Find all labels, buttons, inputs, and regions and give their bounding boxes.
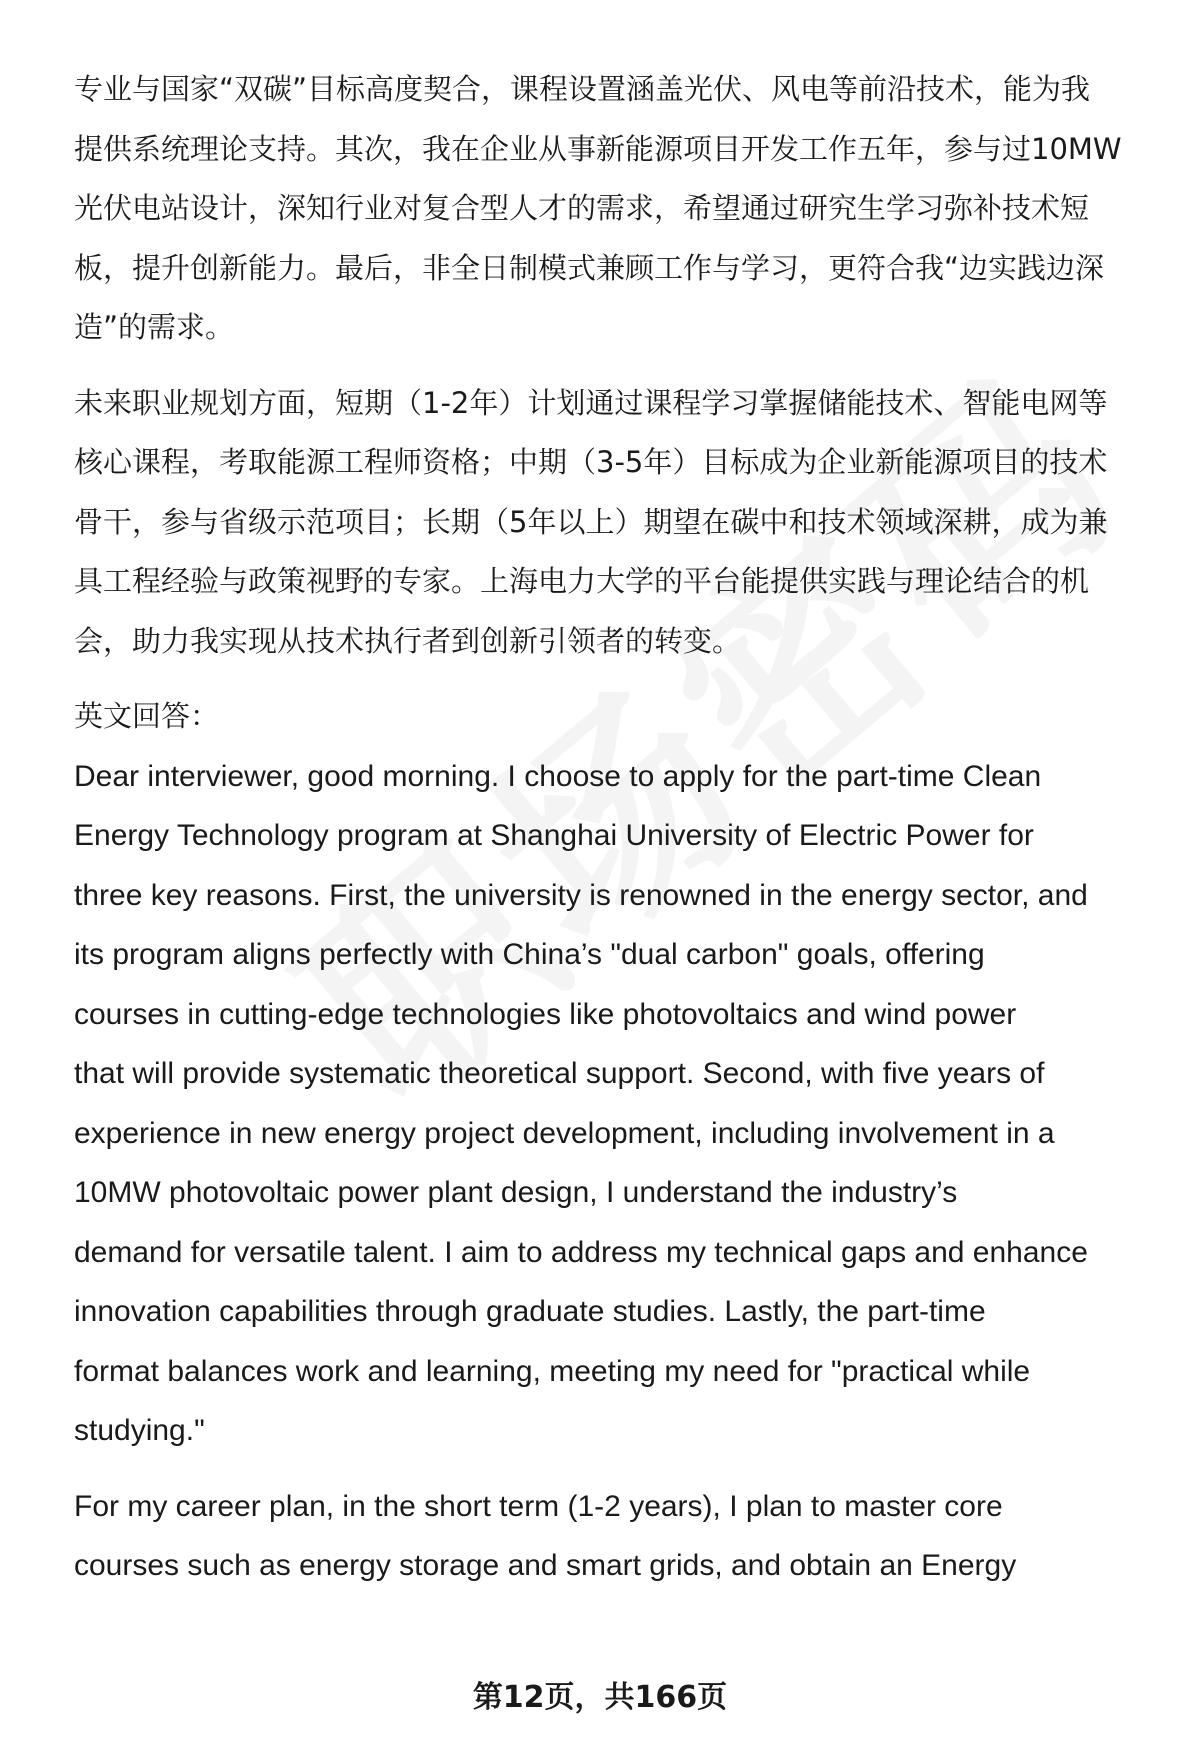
text-line: 10MW photovoltaic power plant design, I understand the industry’s bbox=[74, 1176, 958, 1209]
english-answer-heading: 英文回答： bbox=[74, 699, 220, 733]
text-line: courses in cutting-edge technologies like photovoltaics and wind power bbox=[74, 997, 1017, 1031]
text-line: courses such as energy storage and smart grids, and obtain an Energy bbox=[74, 1549, 1017, 1582]
text-line: 造”的需求。 bbox=[74, 310, 235, 344]
text-line: studying." bbox=[74, 1414, 205, 1447]
text-line: 会，助力我实现从技术执行者到创新引领者的转变。 bbox=[74, 623, 742, 658]
text-line: 具工程经验与政策视野的专家。上海电力大学的平台能提供实践与理论结合的机 bbox=[74, 564, 1090, 598]
text-line: 光伏电站设计，深知行业对复合型人才的需求，希望通过研究生学习弥补技术短 bbox=[74, 191, 1090, 225]
page-number-footer: 第12页，共166页 bbox=[472, 1680, 728, 1715]
text-line: that will provide systematic theoretical support. Second, with five years of bbox=[74, 1057, 1045, 1090]
text-line: Energy Technology program at Shanghai University of Electric Power for bbox=[74, 819, 1034, 852]
text-line: 专业与国家“双碳”目标高度契合，课程设置涵盖光伏、风电等前沿技术，能为我 bbox=[74, 72, 1091, 106]
text-line: format balances work and learning, meeting my need for "practical while bbox=[74, 1354, 1031, 1388]
document-body bbox=[74, 60, 1164, 1612]
text-line: innovation capabilities through graduate studies. Lastly, the part-time bbox=[74, 1295, 986, 1328]
text-line: its program aligns perfectly with China’s "dual carbon" goals, offering bbox=[74, 938, 985, 971]
paragraph-cn-career-plan bbox=[74, 374, 1164, 672]
text-line: 核心课程，考取能源工程师资格；中期（3-5年）目标成为企业新能源项目的技术 bbox=[74, 445, 1108, 479]
text-line: three key reasons. First, the university is renowned in the energy sector, and bbox=[74, 878, 1088, 912]
text-line: 提供系统理论支持。其次，我在企业从事新能源项目开发工作五年，参与过10MW bbox=[74, 131, 1122, 166]
text-line: experience in new energy project development, including involvement in a bbox=[74, 1116, 1055, 1150]
text-line: Dear interviewer, good morning. I choose to apply for the part-time Clean bbox=[74, 759, 1042, 793]
text-line: 板，提升创新能力。最后，非全日制模式兼顾工作与学习，更符合我“边实践边深 bbox=[74, 250, 1105, 285]
paragraph-cn-reasons bbox=[74, 60, 1164, 358]
text-line: demand for versatile talent. I aim to address my technical gaps and enhance bbox=[74, 1235, 1088, 1269]
paragraph-en-answer bbox=[74, 687, 1164, 1461]
paragraph-en-career-plan bbox=[74, 1477, 1164, 1596]
text-line: 骨干，参与省级示范项目；长期（5年以上）期望在碳中和技术领域深耕，成为兼 bbox=[74, 504, 1108, 539]
text-line: 未来职业规划方面，短期（1-2年）计划通过课程学习掌握储能技术、智能电网等 bbox=[74, 385, 1108, 420]
text-line: For my career plan, in the short term (1-2 years), I plan to master core bbox=[74, 1489, 1003, 1523]
